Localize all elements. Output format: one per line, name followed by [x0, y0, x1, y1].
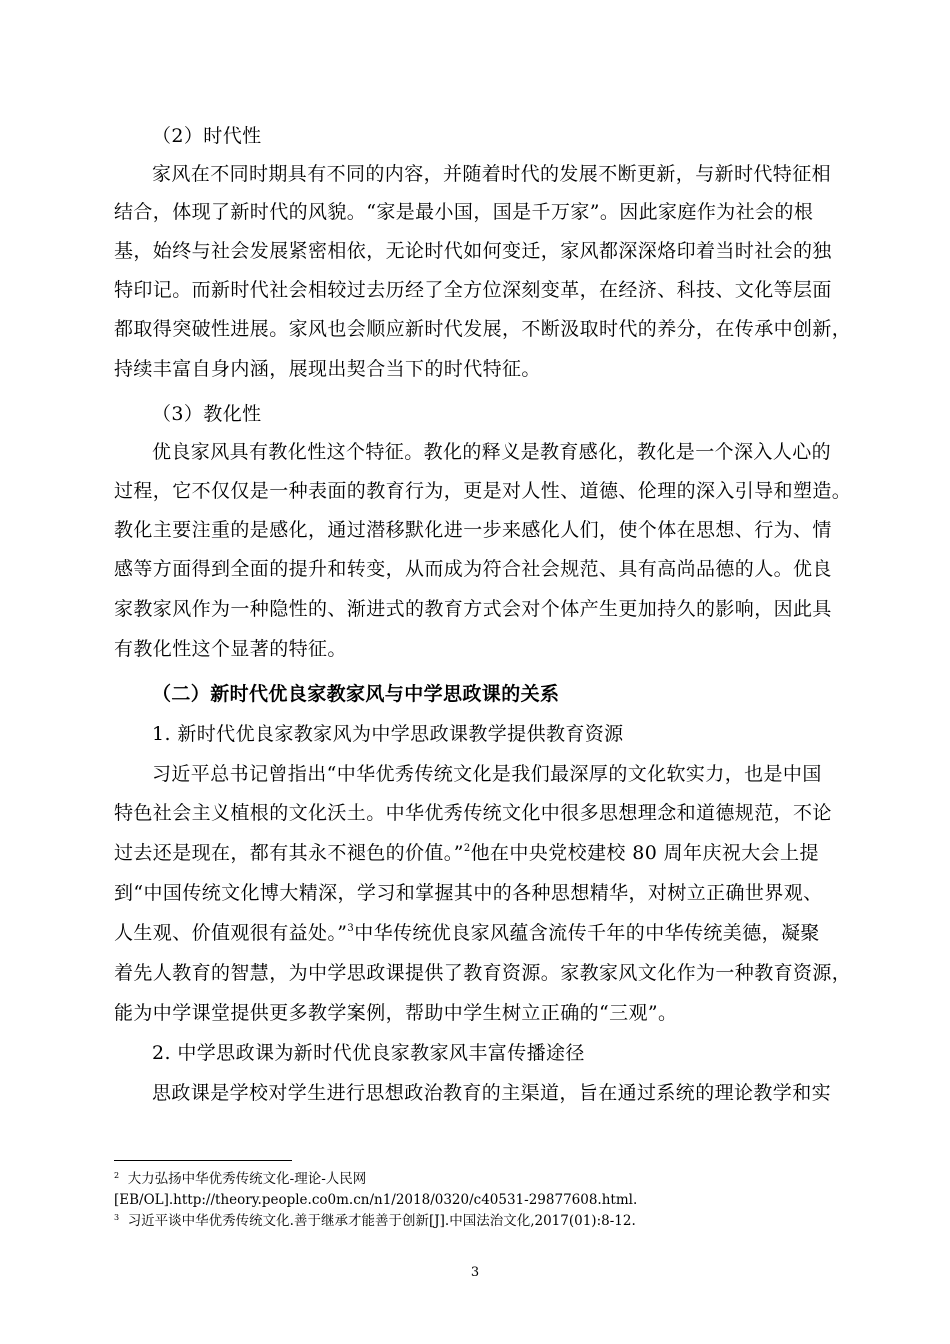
footnote-3 — [114, 1212, 636, 1230]
subheading-era: （2）时代性 — [152, 125, 262, 147]
page-number: 3 — [470, 1265, 480, 1280]
paragraph-line: 习近平总书记曾指出“中华优秀传统文化是我们最深厚的文化软实力，也是中国 — [152, 763, 822, 785]
paragraph-line: 家教家风作为一种隐性的、渐进式的教育方式会对个体产生更加持久的影响，因此具 — [114, 598, 832, 620]
paragraph-line: 过程，它不仅仅是一种表面的教育行为，更是对人性、道德、伦理的深入引导和塑造。 — [114, 480, 852, 502]
paragraph-line: 家风在不同时期具有不同的内容，并随着时代的发展不断更新，与新时代特征相 — [152, 163, 832, 185]
text-run: 中华传统优良家风蕴含流传千年的中华传统美德，凝聚 — [354, 922, 820, 944]
footnote-text: 习近平谈中华优秀传统文化.善于继承才能善于创新[J].中国法治文化,2017(01):8-12. — [127, 1213, 636, 1229]
paragraph-line — [114, 841, 844, 865]
paragraph-line: 持续丰富自身内涵，展现出契合当下的时代特征。 — [114, 358, 541, 380]
paragraph-line: 基，始终与社会发展紧密相依，无论时代如何变迁，家风都深深烙印着当时社会的独 — [114, 240, 832, 262]
subsection-heading-1: 1. 新时代优良家教家风为中学思政课教学提供教育资源 — [152, 723, 624, 745]
text-run: 他在中央党校建校 80 周年庆祝大会上提 — [470, 842, 819, 864]
footnote-number: 2 — [114, 1171, 120, 1180]
section-heading: （二）新时代优良家教家风与中学思政课的关系 — [152, 683, 560, 705]
subheading-education: （3）教化性 — [152, 403, 262, 425]
paragraph-line — [114, 921, 844, 945]
paragraph-line: 有教化性这个显著的特征。 — [114, 638, 347, 660]
footnote-2 — [114, 1170, 366, 1188]
subsection-heading-2: 2. 中学思政课为新时代优良家教家风丰富传播途径 — [152, 1042, 585, 1064]
paragraph-line: 着先人教育的智慧，为中学思政课提供了教育资源。家教家风文化作为一种教育资源， — [114, 962, 852, 984]
paragraph-line: 都取得突破性进展。家风也会顺应新时代发展，不断汲取时代的养分，在传承中创新， — [114, 318, 852, 340]
paragraph-line: 特印记。而新时代社会相较过去历经了全方位深刻变革，在经济、科技、文化等层面 — [114, 279, 832, 301]
footnote-number: 3 — [114, 1213, 120, 1222]
paragraph-line: 特色社会主义植根的文化沃土。中华优秀传统文化中很多思想理念和道德规范，不论 — [114, 802, 832, 824]
footnote-ref-3[interactable]: 3 — [347, 923, 355, 934]
paragraph-line: 教化主要注重的是感化，通过潜移默化进一步来感化人们，使个体在思想、行为、情 — [114, 519, 832, 541]
paragraph-line: 能为中学课堂提供更多教学案例，帮助中学生树立正确的“三观”。 — [114, 1002, 678, 1024]
footnote-ref-2[interactable]: 2 — [463, 843, 471, 854]
footnote-text: 大力弘扬中华优秀传统文化-理论-人民网 — [127, 1171, 367, 1187]
paragraph-line: 感等方面得到全面的提升和转变，从而成为符合社会规范、具有高尚品德的人。优良 — [114, 558, 832, 580]
text-run: 过去还是现在，都有其永不褪色的价值。” — [114, 842, 464, 864]
paragraph-line: 思政课是学校对学生进行思想政治教育的主渠道，旨在通过系统的理论教学和实 — [152, 1082, 832, 1104]
footnote-2-url: [EB/OL].http://theory.people.co0m.cn/n1/2018/0320/c40531-29877608.html. — [114, 1192, 638, 1208]
paragraph-line: 优良家风具有教化性这个特征。教化的释义是教育感化，教化是一个深入人心的 — [152, 441, 832, 463]
text-run: 人生观、价值观很有益处。” — [114, 922, 348, 944]
paragraph-line: 到“中国传统文化博大精深，学习和掌握其中的各种思想精华，对树立正确世界观、 — [114, 882, 823, 904]
paragraph-line: 结合，体现了新时代的风貌。“家是最小国，国是千万家”。因此家庭作为社会的根 — [114, 201, 814, 223]
footnote-divider — [114, 1160, 292, 1161]
